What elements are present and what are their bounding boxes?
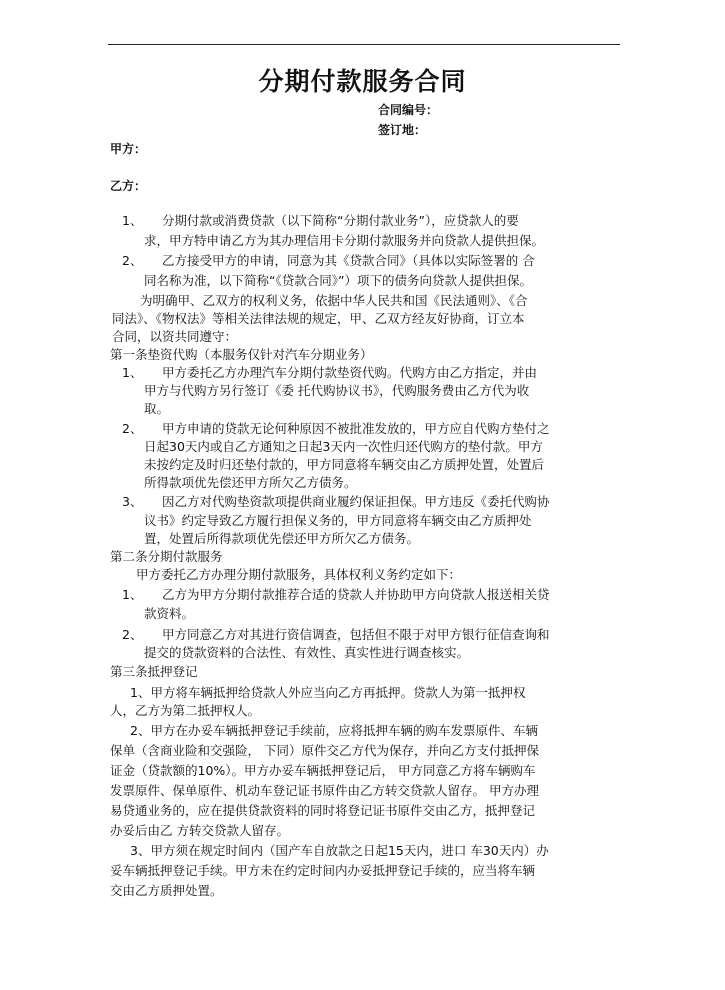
- article-2-heading: 第二条分期付款服务: [110, 549, 223, 564]
- article-1-item-1-line: 取。: [144, 401, 170, 416]
- article-1-heading: 第一条垫资代购（本服务仅针对汽车分期业务）: [110, 347, 373, 362]
- preamble-item-1-number: 1、: [122, 213, 143, 228]
- header-rule: [108, 44, 620, 45]
- sign-place-label: 签订地：: [378, 123, 427, 137]
- article-2-item-2-number: 2、: [122, 627, 143, 642]
- article-1-item-3-line: 议书》约定导致乙方履行担保义务的，甲方同意将车辆交由乙方质押处: [144, 513, 532, 528]
- preamble-item-2-line: 同名称为准，以下简称“《贷款合同》”）项下的债务向贷款人提供担保。: [144, 273, 532, 288]
- article-3-item-2-line: 办妥后由乙 方转交贷款人留存。: [110, 823, 289, 838]
- article-1-item-3-line: 置，处置后所得款项优先偿还甲方所欠乙方债务。: [144, 531, 420, 546]
- article-3-item-3-line: 交由乙方质押处置。: [110, 883, 223, 898]
- article-1-item-2-line: 未按约定及时归还垫付款的，甲方同意将车辆交由乙方质押处置，处置后: [144, 457, 545, 472]
- article-2-item-1-number: 1、: [122, 587, 143, 602]
- article-1-item-3-line: 因乙方对代购垫资款项提供商业履约保证担保。甲方违反《委托代购协: [162, 494, 550, 509]
- article-1-item-1-number: 1、: [122, 365, 143, 380]
- article-3-heading: 第三条抵押登记: [110, 664, 198, 679]
- article-2-item-1-line: 乙方为甲方分期付款推荐合适的贷款人并协助甲方向贷款人报送相关贷: [162, 587, 550, 602]
- article-1-item-2-line: 甲方申请的贷款无论何种原因不被批准发放的，甲方应自代购方垫付之: [162, 421, 550, 436]
- article-2-item-1-line: 款资料。: [144, 606, 195, 621]
- article-3-item-2-line: 易贷通业务的，应在提供贷款资料的同时将登记证书原件交由乙方，抵押登记: [110, 803, 536, 818]
- article-3-item-3-line: 3、甲方须在规定时间内（国产车自放款之日起15天内，进口 车30天内）办: [130, 843, 549, 858]
- preamble-item-2-line: 为明确甲、乙双方的权利义务，依据中华人民共和国《民法通则》、《合: [140, 293, 528, 308]
- article-3-item-2-line: 保单（含商业险和交强险， 下同）原件交乙方代为保存，并向乙方支付抵押保: [110, 743, 539, 758]
- preamble-item-1-line: 求，甲方特申请乙方为其办理信用卡分期付款服务并向贷款人提供担保。: [144, 233, 545, 248]
- preamble-item-2-number: 2、: [122, 253, 143, 268]
- party-b-label: 乙方：: [110, 179, 147, 193]
- article-2-item-2-line: 甲方同意乙方对其进行资信调查，包括但不限于对甲方银行征信查询和: [162, 627, 550, 642]
- article-1-item-2-line: 日起30天内或自乙方通知之日起3天内一次性归还代购方的垫付款。甲方: [144, 439, 543, 454]
- article-3-item-2-line: 证金（贷款额的10%）。甲方办妥车辆抵押登记后， 甲方同意乙方将车辆购车: [110, 763, 536, 778]
- article-1-item-2-number: 2、: [122, 421, 143, 436]
- contract-number-label: 合同编号：: [378, 103, 439, 117]
- article-3-item-1-line: 人，乙方为第二抵押权人。: [110, 703, 261, 718]
- article-3-item-3-line: 妥车辆抵押登记手续。甲方未在约定时间内办妥抵押登记手续的，应当将车辆: [110, 863, 536, 878]
- article-3-item-1-line: 1、甲方将车辆抵押给贷款人外应当向乙方再抵押。贷款人为第一抵押权: [130, 685, 526, 700]
- article-1-item-2-line: 所得款项优先偿还甲方所欠乙方债务。: [144, 475, 357, 490]
- article-2-intro: 甲方委托乙方办理分期付款服务，具体权利义务约定如下：: [136, 567, 462, 582]
- article-3-item-2-line: 发票原件、保单原件、机动车登记证书原件由乙方转交贷款人留存。 甲方办理: [110, 783, 539, 798]
- article-3-item-2-line: 2、甲方在办妥车辆抵押登记手续前，应将抵押车辆的购车发票原件、车辆: [130, 723, 538, 738]
- document-title: 分期付款服务合同: [258, 67, 467, 96]
- preamble-item-2-line: 乙方接受甲方的申请，同意为其《贷款合同》（具体以实际签署的 合: [162, 253, 535, 268]
- article-2-item-2-line: 提交的贷款资料的合法性、有效性、真实性进行调查核实。: [144, 645, 470, 660]
- article-1-item-3-number: 3、: [122, 494, 143, 509]
- preamble-item-2-line: 同法》、《物权法》等相关法律法规的规定，甲、乙双方经友好协商，订立本: [112, 311, 525, 326]
- article-1-item-1-line: 甲方委托乙方办理汽车分期付款垫资代购。代购方由乙方指定，并由: [162, 365, 538, 380]
- preamble-item-1-line: 分期付款或消费贷款（以下简称“分期付款业务”），应贷款人的要: [162, 213, 519, 228]
- article-1-item-1-line: 甲方与代购方另行签订《委 托代购协议书》，代购服务费由乙方代为收: [144, 383, 530, 398]
- preamble-item-2-line: 合同，以资共同遵守：: [112, 329, 238, 344]
- party-a-label: 甲方：: [110, 142, 147, 156]
